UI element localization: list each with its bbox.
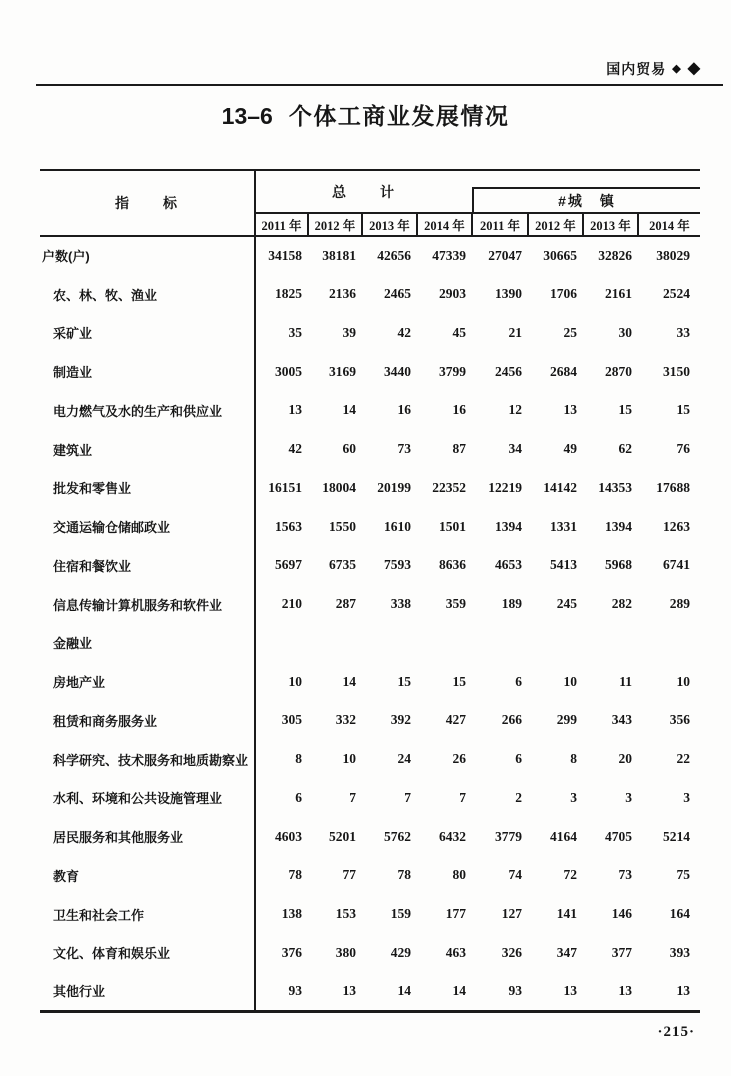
value-cell: 376 [281, 944, 302, 960]
value-cell: 33 [676, 324, 690, 340]
value-cell: 30665 [543, 247, 577, 263]
value-cell: 1610 [384, 518, 411, 534]
value-cell: 80 [452, 867, 466, 883]
value-cell: 3779 [495, 828, 522, 844]
header-rule [36, 84, 723, 86]
value-cell: 15 [676, 402, 690, 418]
value-cell: 356 [669, 712, 690, 728]
row-label-cell: 建筑业 [40, 430, 255, 469]
value-cell [417, 624, 472, 663]
value-cell: 62 [618, 441, 632, 457]
page-number: ·215· [657, 1024, 695, 1040]
table-body [40, 236, 700, 1011]
row-label-cell: 卫生和社会工作 [40, 895, 255, 934]
row-label-cell: 居民服务和其他服务业 [40, 817, 255, 856]
row-label-cell: 信息传输计算机服务和软件业 [40, 585, 255, 624]
value-cell: 1394 [495, 518, 522, 534]
corner-label: 国内贸易 [606, 61, 667, 77]
diamond-icon-large: ◆ [687, 60, 701, 77]
value-cell: 2161 [605, 286, 632, 302]
value-cell: 380 [335, 944, 356, 960]
value-cell: 287 [335, 596, 356, 612]
value-cell: 138 [281, 906, 302, 922]
value-cell: 13 [342, 982, 356, 998]
table-row [40, 934, 700, 973]
value-cell: 5968 [605, 557, 632, 573]
value-cell: 38181 [322, 247, 356, 263]
row-label-cell: 住宿和餐饮业 [40, 546, 255, 585]
value-cell: 1563 [275, 518, 302, 534]
table-row [40, 469, 700, 508]
table-row [40, 701, 700, 740]
value-cell: 2684 [550, 363, 577, 379]
value-cell: 22352 [432, 479, 466, 495]
value-cell: 47339 [432, 247, 466, 263]
row-label-cell: 文化、体育和娱乐业 [40, 934, 255, 973]
value-cell: 7 [459, 789, 466, 805]
value-cell: 38029 [656, 247, 690, 263]
value-cell: 6 [515, 751, 522, 767]
value-cell: 45 [452, 324, 466, 340]
table-row [40, 740, 700, 779]
value-cell: 10 [288, 673, 302, 689]
row-label-cell: 水利、环境和公共设施管理业 [40, 779, 255, 818]
value-cell: 16 [452, 402, 466, 418]
value-cell: 141 [556, 906, 577, 922]
value-cell: 18004 [322, 479, 356, 495]
value-cell: 72 [563, 867, 577, 883]
table-row [40, 352, 700, 391]
value-cell: 78 [288, 867, 302, 883]
value-cell: 7 [404, 789, 411, 805]
value-cell: 6432 [439, 828, 466, 844]
value-cell: 359 [445, 596, 466, 612]
value-cell: 5697 [275, 557, 302, 573]
value-cell: 1706 [550, 286, 577, 302]
value-cell: 6735 [329, 557, 356, 573]
row-label-cell: 农、林、牧、渔业 [40, 275, 255, 314]
value-cell: 32826 [598, 247, 632, 263]
value-cell [583, 624, 638, 663]
value-cell: 49 [563, 441, 577, 457]
value-cell: 343 [611, 712, 632, 728]
value-cell: 6741 [663, 557, 690, 573]
value-cell: 39 [342, 324, 356, 340]
value-cell: 3 [570, 789, 577, 805]
value-cell: 13 [618, 982, 632, 998]
value-cell: 26 [452, 751, 466, 767]
value-cell: 3150 [663, 363, 690, 379]
year-header-cell: 2013 年 [583, 213, 638, 236]
diamond-icon-small: ◆ [672, 62, 682, 75]
page-title [0, 98, 731, 131]
value-cell: 427 [445, 712, 466, 728]
value-cell: 16151 [268, 479, 302, 495]
year-header-cell: 2012 年 [528, 213, 583, 236]
value-cell: 30 [618, 324, 632, 340]
value-cell: 13 [563, 982, 577, 998]
value-cell: 73 [397, 441, 411, 457]
value-cell: 12219 [488, 479, 522, 495]
value-cell: 42 [288, 441, 302, 457]
value-cell: 2456 [495, 363, 522, 379]
value-cell: 392 [390, 712, 411, 728]
statistics-table [40, 169, 700, 1013]
value-cell: 245 [556, 596, 577, 612]
value-cell: 1394 [605, 518, 632, 534]
value-cell: 332 [335, 712, 356, 728]
value-cell: 8 [295, 751, 302, 767]
value-cell: 10 [342, 751, 356, 767]
value-cell: 5762 [384, 828, 411, 844]
value-cell: 24 [397, 751, 411, 767]
table-row [40, 507, 700, 546]
table-row [40, 314, 700, 353]
year-header-cell: 2012 年 [308, 213, 362, 236]
value-cell: 429 [390, 944, 411, 960]
value-cell: 20199 [377, 479, 411, 495]
urban-group-header [472, 170, 700, 213]
value-cell: 14142 [543, 479, 577, 495]
value-cell: 3799 [439, 363, 466, 379]
value-cell: 8636 [439, 557, 466, 573]
value-cell: 17688 [656, 479, 690, 495]
value-cell: 299 [556, 712, 577, 728]
value-cell: 93 [288, 982, 302, 998]
table-row [40, 817, 700, 856]
value-cell: 3 [625, 789, 632, 805]
value-cell: 1550 [329, 518, 356, 534]
table-row [40, 662, 700, 701]
value-cell: 42656 [377, 247, 411, 263]
value-cell: 393 [669, 944, 690, 960]
value-cell: 14 [342, 402, 356, 418]
value-cell: 35 [288, 324, 302, 340]
value-cell: 1825 [275, 286, 302, 302]
value-cell: 7593 [384, 557, 411, 573]
table-row [40, 391, 700, 430]
value-cell: 338 [390, 596, 411, 612]
value-cell: 34158 [268, 247, 302, 263]
value-cell: 15 [452, 673, 466, 689]
table-number: 13–6 [221, 103, 273, 129]
value-cell: 4164 [550, 828, 577, 844]
value-cell: 25 [563, 324, 577, 340]
value-cell [362, 624, 417, 663]
value-cell: 146 [611, 906, 632, 922]
year-header-cell: 2011 年 [255, 213, 308, 236]
value-cell: 15 [397, 673, 411, 689]
table-row [40, 546, 700, 585]
total-group-header: 总 计 [255, 170, 472, 213]
value-cell: 14 [397, 982, 411, 998]
value-cell: 127 [501, 906, 522, 922]
value-cell: 21 [508, 324, 522, 340]
year-header-cell: 2011 年 [472, 213, 528, 236]
value-cell [308, 624, 362, 663]
value-cell: 10 [676, 673, 690, 689]
value-cell: 326 [501, 944, 522, 960]
table-row [40, 856, 700, 895]
row-label-cell: 教育 [40, 856, 255, 895]
value-cell: 13 [288, 402, 302, 418]
table-row [40, 275, 700, 314]
value-cell: 16 [397, 402, 411, 418]
value-cell: 6 [295, 789, 302, 805]
value-cell: 377 [611, 944, 632, 960]
value-cell: 42 [397, 324, 411, 340]
value-cell: 20 [618, 751, 632, 767]
row-label-cell: 批发和零售业 [40, 469, 255, 508]
row-label-cell: 租赁和商务服务业 [40, 701, 255, 740]
value-cell: 5214 [663, 828, 690, 844]
table-title-text: 个体工商业发展情况 [288, 103, 510, 129]
value-cell: 73 [618, 867, 632, 883]
value-cell: 93 [508, 982, 522, 998]
value-cell [638, 624, 700, 663]
value-cell: 75 [676, 867, 690, 883]
value-cell: 177 [445, 906, 466, 922]
value-cell: 15 [618, 402, 632, 418]
value-cell: 463 [445, 944, 466, 960]
value-cell: 305 [281, 712, 302, 728]
value-cell: 78 [397, 867, 411, 883]
value-cell: 12 [508, 402, 522, 418]
running-head [606, 59, 701, 79]
value-cell: 60 [342, 441, 356, 457]
value-cell: 5201 [329, 828, 356, 844]
table-row [40, 430, 700, 469]
value-cell: 77 [342, 867, 356, 883]
value-cell: 34 [508, 441, 522, 457]
value-cell: 2136 [329, 286, 356, 302]
value-cell: 2465 [384, 286, 411, 302]
table-row [40, 972, 700, 1011]
value-cell: 266 [501, 712, 522, 728]
value-cell [528, 624, 583, 663]
value-cell: 11 [619, 673, 632, 689]
value-cell: 1501 [439, 518, 466, 534]
row-label-cell: 制造业 [40, 352, 255, 391]
row-label-cell: 电力燃气及水的生产和供应业 [40, 391, 255, 430]
value-cell: 3440 [384, 363, 411, 379]
value-cell: 5413 [550, 557, 577, 573]
year-header-cell: 2014 年 [417, 213, 472, 236]
row-label-cell: 科学研究、技术服务和地质勘察业 [40, 740, 255, 779]
row-label-cell: 房地产业 [40, 662, 255, 701]
value-cell: 3169 [329, 363, 356, 379]
value-cell: 2524 [663, 286, 690, 302]
row-label-cell: 其他行业 [40, 972, 255, 1011]
value-cell: 347 [556, 944, 577, 960]
value-cell: 14 [342, 673, 356, 689]
value-cell: 13 [563, 402, 577, 418]
value-cell: 2903 [439, 286, 466, 302]
value-cell: 76 [676, 441, 690, 457]
value-cell: 164 [669, 906, 690, 922]
value-cell: 4603 [275, 828, 302, 844]
value-cell: 14353 [598, 479, 632, 495]
row-label-cell: 金融业 [40, 624, 255, 663]
value-cell: 1263 [663, 518, 690, 534]
value-cell [255, 624, 308, 663]
table-row [40, 779, 700, 818]
table-row [40, 895, 700, 934]
value-cell: 13 [676, 982, 690, 998]
row-label-cell: 采矿业 [40, 314, 255, 353]
indicator-header-cell: 指 标 [40, 170, 255, 236]
value-cell: 2870 [605, 363, 632, 379]
value-cell: 6 [515, 673, 522, 689]
value-cell: 8 [570, 751, 577, 767]
value-cell: 159 [390, 906, 411, 922]
year-header-cell: 2013 年 [362, 213, 417, 236]
value-cell: 282 [611, 596, 632, 612]
table-row [40, 585, 700, 624]
value-cell: 10 [563, 673, 577, 689]
value-cell: 189 [501, 596, 522, 612]
value-cell: 289 [669, 596, 690, 612]
table-row [40, 236, 700, 275]
value-cell: 2 [515, 789, 522, 805]
value-cell: 74 [508, 867, 522, 883]
value-cell: 4705 [605, 828, 632, 844]
value-cell: 22 [676, 751, 690, 767]
value-cell: 210 [281, 596, 302, 612]
value-cell: 153 [335, 906, 356, 922]
value-cell: 4653 [495, 557, 522, 573]
table-row [40, 624, 700, 663]
row-label-cell: 交通运输仓储邮政业 [40, 507, 255, 546]
value-cell: 3 [683, 789, 690, 805]
value-cell: 7 [349, 789, 356, 805]
value-cell: 14 [452, 982, 466, 998]
statistics-table-wrapper [40, 169, 700, 1013]
value-cell: 87 [452, 441, 466, 457]
urban-group-label: #城 镇 [472, 187, 700, 212]
year-header-cell: 2014 年 [638, 213, 700, 236]
row-label-cell: 户数(户) [40, 236, 255, 275]
value-cell: 27047 [488, 247, 522, 263]
value-cell [472, 624, 528, 663]
value-cell: 3005 [275, 363, 302, 379]
value-cell: 1331 [550, 518, 577, 534]
value-cell: 1390 [495, 286, 522, 302]
